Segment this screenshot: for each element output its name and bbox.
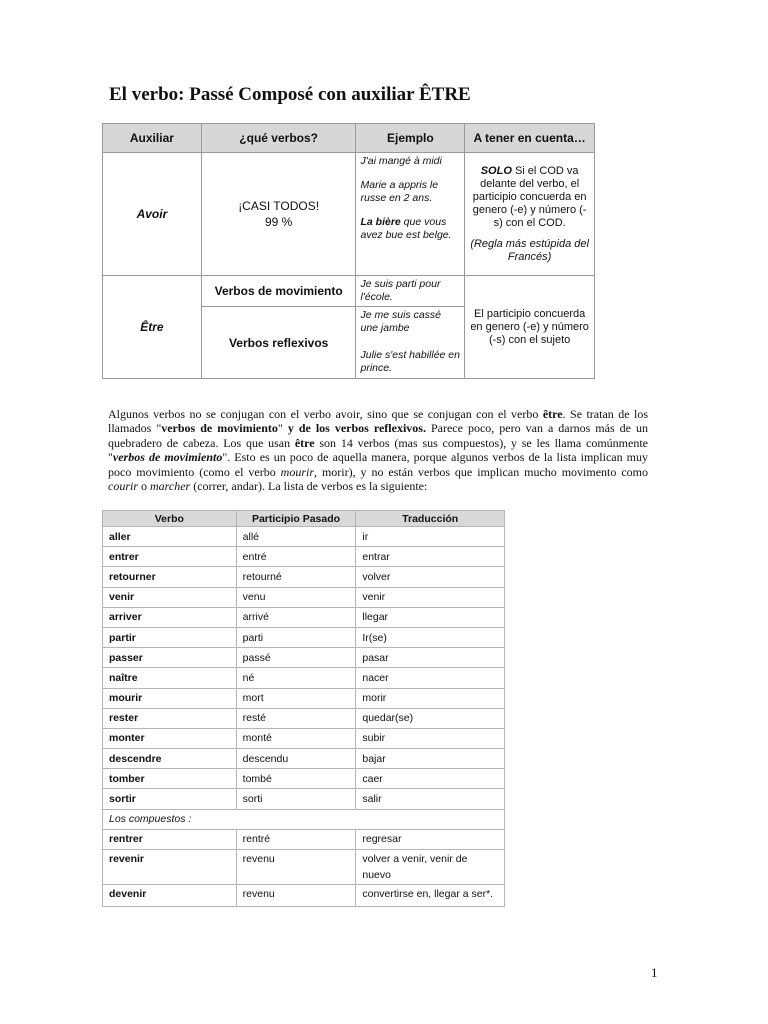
participle-cell: monté (236, 728, 356, 748)
verb-cell: tomber (103, 769, 237, 789)
translation-cell: regresar (356, 829, 505, 849)
table-row (103, 527, 505, 547)
intro-paragraph (108, 407, 648, 493)
verb-cell: arriver (103, 607, 237, 627)
header-que-verbos: ¿qué verbos? (201, 124, 356, 153)
etre-reflexive-examples (356, 307, 465, 379)
participle-cell: sorti (236, 789, 356, 809)
verb-cell: passer (103, 648, 237, 668)
participle-cell: venu (236, 587, 356, 607)
para-bold: verbos de movimiento (161, 421, 278, 436)
avoir-verbs-line1: ¡CASI TODOS! (238, 199, 320, 213)
para-text: , morir), y no están verbos que implican mucho movimento como (314, 464, 648, 479)
verb-cell: rester (103, 708, 237, 728)
translation-cell: llegar (356, 607, 505, 627)
table-row (103, 627, 505, 647)
etre-reflexive-example-2: Julie s'est habillée en prince. (360, 349, 460, 374)
participle-cell: tombé (236, 769, 356, 789)
translation-cell: ir (356, 527, 505, 547)
avoir-note-rule (469, 165, 590, 230)
participle-cell: descendu (236, 749, 356, 769)
etre-note: El participio concuerda en genero (-e) y número (-s) con el sujeto (465, 276, 595, 379)
verb-cell: partir (103, 627, 237, 647)
avoir-examples (356, 153, 465, 276)
avoir-note (465, 153, 595, 276)
avoir-verbs-line2: 99 % (264, 215, 293, 229)
para-bold: être (542, 407, 563, 421)
table-row (103, 688, 505, 708)
table-row (103, 607, 505, 627)
table-row (103, 769, 505, 789)
translation-cell: subir (356, 728, 505, 748)
avoir-example-3-bold: La bière (360, 216, 401, 228)
translation-cell: pasar (356, 648, 505, 668)
avoir-example-3-rest: que vous avez bue est belge. (360, 216, 452, 241)
verb-cell: entrer (103, 547, 237, 567)
table-row (103, 728, 505, 748)
table-row (103, 547, 505, 567)
translation-cell: convertirse en, llegar a ser*. (356, 885, 505, 907)
etre-movement-verbs: Verbos de movimiento (201, 276, 356, 307)
table-row (103, 749, 505, 769)
header-verbo: Verbo (103, 511, 237, 527)
participle-cell: mort (236, 688, 356, 708)
translation-cell: entrar (356, 547, 505, 567)
translation-cell: volver (356, 567, 505, 587)
header-ejemplo: Ejemplo (356, 124, 465, 153)
verb-cell: sortir (103, 789, 237, 809)
para-text: son 14 verbos (mas sus compuestos), y se les llama comúnmente " (108, 435, 649, 465)
para-text: Algunos verbos no se conjugan con el verbo avoir, sino que se conjugan con el verbo (108, 407, 543, 421)
translation-cell: bajar (356, 749, 505, 769)
header-participio: Participio Pasado (236, 511, 356, 527)
table-row (103, 829, 505, 849)
table-row (103, 885, 505, 907)
para-text: Parece poco, pero van a darnos más de un quebradero de cabeza. Los que usan (108, 421, 648, 450)
para-text: o (138, 479, 150, 494)
verb-cell: naître (103, 668, 237, 688)
verb-cell: rentrer (103, 829, 237, 849)
translation-cell: morir (356, 688, 505, 708)
verb-cell: descendre (103, 749, 237, 769)
para-italic: mourir (280, 464, 314, 479)
participle-cell: revenu (236, 850, 356, 885)
table-row (103, 708, 505, 728)
verb-cell: revenir (103, 850, 237, 885)
avoir-note-solo: SOLO (480, 164, 512, 177)
compounds-subheading: Los compuestos : (103, 809, 505, 829)
participle-cell: allé (236, 527, 356, 547)
para-bold: y de los verbos reflexivos. (287, 421, 426, 436)
verb-cell: aller (103, 527, 237, 547)
para-bold-italic: verbos de movimiento (112, 450, 223, 465)
verb-cell: monter (103, 728, 237, 748)
verb-cell: devenir (103, 885, 237, 907)
translation-cell: Ir(se) (356, 627, 505, 647)
verb-cell: mourir (103, 688, 237, 708)
table-row (103, 789, 505, 809)
page-title: El verbo: Passé Composé con auxiliar ÊTRE (109, 84, 471, 105)
header-a-tener-en-cuenta: A tener en cuenta… (465, 124, 595, 153)
avoir-example-1: J'ai mangé à midi (360, 155, 442, 167)
table-row (103, 587, 505, 607)
etre-reflexive-example-1: Je me suis cassé une jambe (360, 309, 442, 334)
verb-cell: venir (103, 587, 237, 607)
table-row (103, 648, 505, 668)
translation-cell: nacer (356, 668, 505, 688)
participle-cell: né (236, 668, 356, 688)
para-text: . Se tratan de los llamados " (108, 407, 648, 436)
participle-cell: parti (236, 627, 356, 647)
header-auxiliar: Auxiliar (103, 124, 202, 153)
para-italic: marcher (150, 479, 191, 494)
page-number: 1 (651, 965, 658, 980)
translation-cell: caer (356, 769, 505, 789)
para-bold: être (294, 435, 315, 450)
participle-cell: entré (236, 547, 356, 567)
avoir-example-3 (360, 216, 460, 242)
table-row (103, 668, 505, 688)
verb-list-table (102, 510, 505, 907)
participle-cell: rentré (236, 829, 356, 849)
avoir-verbs (201, 153, 356, 276)
para-text: " (277, 421, 288, 436)
para-text: (correr, andar). La lista de verbos es la siguiente: (190, 479, 428, 494)
subheading-row (103, 809, 505, 829)
aux-etre: Être (103, 276, 202, 379)
participle-cell: resté (236, 708, 356, 728)
participle-cell: passé (236, 648, 356, 668)
etre-reflexive-verbs: Verbos reflexivos (201, 307, 356, 379)
translation-cell: venir (356, 587, 505, 607)
verb-cell: retourner (103, 567, 237, 587)
auxiliary-table (102, 123, 595, 379)
header-traduccion: Traducción (356, 511, 505, 527)
translation-cell: volver a venir, venir de nuevo (356, 850, 505, 885)
table-row (103, 567, 505, 587)
avoir-note-text: Si el COD va delante del verbo, el participio concuerda en genero (-e) y número (-s) con el COD. (472, 164, 587, 229)
avoir-note-italic: (Regla más estúpida del Francés) (470, 237, 589, 263)
para-text: ". Esto es un poco de aquella manera, porque algunos verbos de la lista implican muy poco movimiento (como el verbo (108, 450, 648, 479)
participle-cell: arrivé (236, 607, 356, 627)
table-row (103, 850, 505, 885)
para-italic: courir (108, 479, 138, 494)
aux-avoir: Avoir (103, 153, 202, 276)
participle-cell: revenu (236, 885, 356, 907)
avoir-example-2: Marie a appris le russe en 2 ans. (360, 179, 439, 204)
etre-movement-example: Je suis parti pour l'école. (356, 276, 465, 307)
translation-cell: salir (356, 789, 505, 809)
translation-cell: quedar(se) (356, 708, 505, 728)
participle-cell: retourné (236, 567, 356, 587)
